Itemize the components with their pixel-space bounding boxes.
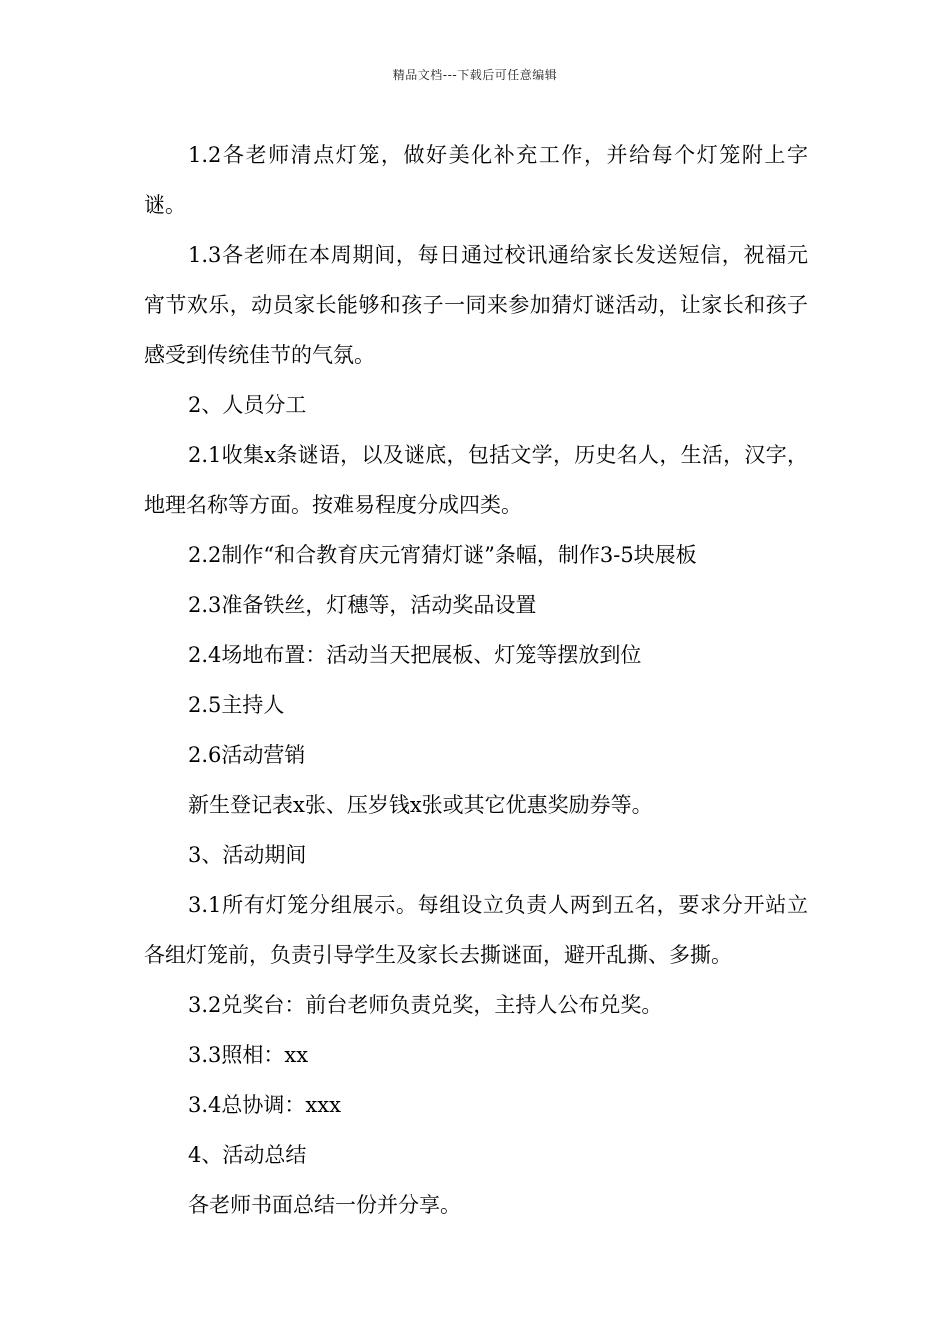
paragraph-2-5: 2.5主持人 (188, 693, 285, 717)
paragraph-2-4: 2.4场地布置：活动当天把展板、灯笼等摆放到位 (188, 643, 642, 667)
paragraph-1-3: 1.3各老师在本周期间，每日通过校讯通给家长发送短信，祝福元宵节欢乐，动员家长能够和孩子一同来参加猜灯谜活动，让家长和孩子感受到传统佳节的气氛。 (144, 243, 808, 367)
paragraph-3-2: 3.2兑奖台：前台老师负责兑奖，主持人公布兑奖。 (188, 993, 663, 1017)
paragraph-2-3: 2.3准备铁丝，灯穗等，活动奖品设置 (188, 593, 537, 617)
document-body (144, 130, 808, 1230)
paragraph-2-2: 2.2制作“和合教育庆元宵猜灯谜”条幅，制作3-5块展板 (188, 543, 697, 567)
paragraph-marketing-detail: 新生登记表x张、压岁钱x张或其它优惠奖励券等。 (188, 793, 653, 817)
section-heading-4: 4、活动总结 (188, 1143, 307, 1167)
paragraph-2-1: 2.1收集x条谜语，以及谜底，包括文学，历史名人，生活，汉字，地理名称等方面。按难易程度分成四类。 (144, 443, 808, 517)
section-heading-3: 3、活动期间 (188, 843, 307, 867)
page-header: 精品文档---下载后可任意编辑 (392, 68, 558, 82)
paragraph-3-1: 3.1所有灯笼分组展示。每组设立负责人两到五名，要求分开站立各组灯笼前，负责引导学生及家长去撕谜面，避开乱撕、多撕。 (144, 893, 808, 967)
paragraph-1-2: 1.2各老师清点灯笼，做好美化补充工作，并给每个灯笼附上字谜。 (144, 143, 808, 217)
paragraph-3-3: 3.3照相：xx (188, 1043, 309, 1067)
paragraph-2-6: 2.6活动营销 (188, 743, 306, 767)
paragraph-3-4: 3.4总协调：xxx (188, 1093, 341, 1117)
paragraph-summary: 各老师书面总结一份并分享。 (188, 1193, 461, 1217)
section-heading-2: 2、人员分工 (188, 393, 307, 417)
